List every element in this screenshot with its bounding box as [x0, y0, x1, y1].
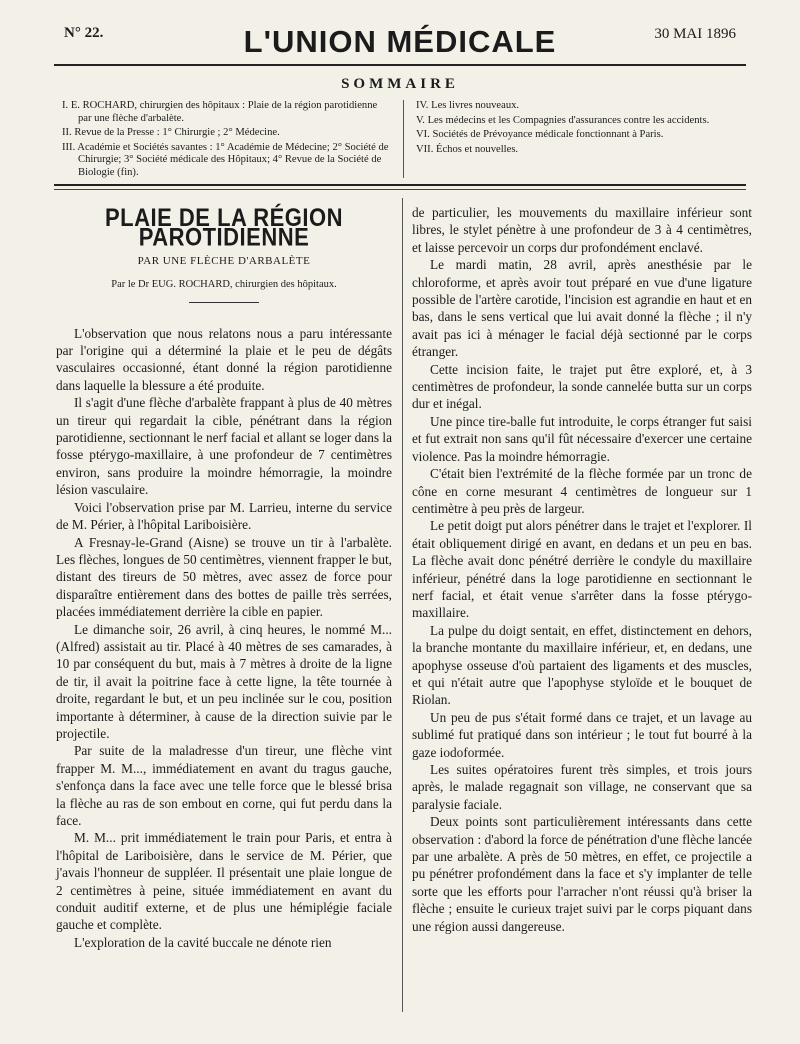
- article-title: PLAIE DE LA RÉGION PAROTIDIENNE: [105, 202, 343, 252]
- article-column-right: [412, 204, 752, 935]
- paragraph: L'observation que nous relatons nous a paru intéressante par l'origine qui a déterminé la plaie et le peu de dégâts vasculaires occasionné, étant donné la région parotidienne dans laquelle la blessure a été produite.: [56, 325, 392, 393]
- sommaire-item: VI. Sociétés de Prévoyance médicale fonctionnant à Paris.: [416, 129, 664, 140]
- paragraph: Une pince tire-balle fut introduite, le corps étranger fut saisi et fut extrait non sans qu'il fût nécessaire d'exercer une certaine violence. Pas la moindre hémorragie.: [412, 413, 752, 464]
- paragraph: Deux points sont particulièrement intéressants dans cette observation : d'abord la force de pénétration d'une flèche lancée par une arbalète. A près de 50 mètres, en effet, ce projectile a pu pénétrer profondément dans la face et s'y implanter de telle sorte que les efforts pour l'arracher n'ont réussi qu'à briser la flèche ; ensuite le curieux trajet suivi par le corps piquant dans une région aussi dangereuse.: [412, 814, 752, 934]
- sommaire-divider: [403, 100, 404, 178]
- paragraph: Cette incision faite, le trajet put être exploré, et, à 3 centimètres de profondeur, la sonde cannelée butta sur un corps dur et inégal.: [412, 361, 752, 412]
- paragraph: Un peu de pus s'était formé dans ce trajet, et un lavage au sublimé fut pratiqué dans son intérieur ; le tout fut bourré à la gaze iodoformée.: [412, 709, 752, 760]
- paragraph: Par suite de la maladresse d'un tireur, une flèche vint frapper M. M..., immédiatement en avant du tragus gauche, s'enfonça dans la face avec une telle force que le blessé brisa la flèche au ras de son embout en corne, qui fut perdu dans la face.: [56, 743, 392, 828]
- section-rule: [54, 189, 746, 190]
- paragraph: Le dimanche soir, 26 avril, à cinq heures, le nommé M... (Alfred) assistait au tir. Placé à 40 mètres de ses camarades, à 10 par conséquent du but, mais à 7 mètres à droite de la ligne de tir, il avait la poitrine face à cette ligne, la tête tournée à droite, regardant le but, et un peu inclinée sur le cou, position importante à déterminer, à cause de la direction suivie par le projectile.: [56, 621, 392, 741]
- paragraph: A Fresnay-le-Grand (Aisne) se trouve un tir à l'arbalète. Les flèches, longues de 50 centimètres, viennent frapper le but, distant des tireurs de 50 mètres, avec assez de force pour disparaître entièrement dans des bottes de paille très serrées, placées immédiatement derrière la cible en papier.: [56, 534, 392, 620]
- paragraph: La pulpe du doigt sentait, en effet, distinctement en dehors, la branche montante du maxillaire inférieur, et, en dedans, une apophyse osseuse d'où partaient des ligaments et des muscles, et qui n'était autre que l'apophyse styloïde et le bouquet de Riolan.: [412, 622, 752, 708]
- paragraph: Il s'agit d'une flèche d'arbalète frappant à plus de 40 mètres un tireur qui regardait la cible, pénétrant dans la région parotidienne, sectionnant le nerf facial et allant se loger dans la fosse ptérygo-maxillaire, à une profondeur de 7 centimètres environ, sans produire la moindre hémorragie, la moindre lésion vasculaire.: [56, 395, 392, 498]
- paragraph: M. M... prit immédiatement le train pour Paris, et entra à l'hôpital de Lariboisière, dans le service de M. Périer, que j'avais l'honneur de suppléer. Il présentait une plaie longue de 2 centimètres à peine, située immédiatement en avant du conduit auditif externe, et de plus une hémiplégie faciale gauche et complète.: [56, 830, 392, 933]
- article-column-left: [56, 200, 392, 951]
- sommaire-item: I. E. ROCHARD, chirurgien des hôpitaux : Plaie de la région parotidienne par une flèche d'arbalète.: [62, 100, 378, 124]
- masthead-rule: [54, 64, 746, 66]
- sommaire-item: V. Les médecins et les Compagnies d'assurances contre les accidents.: [416, 114, 710, 126]
- sommaire-right-list: [416, 100, 750, 158]
- sommaire-item: II. Revue de la Presse : 1° Chirurgie ; 2° Médecine.: [62, 127, 280, 138]
- paragraph: Les suites opératoires furent très simples, et trois jours après, le malade regagnait son village, ne conservant que sa paralysie faciale.: [412, 762, 752, 812]
- paragraph: de particulier, les mouvements du maxillaire inférieur sont libres, le stylet pénètre à une profondeur de 3 à 4 centimètres, et laisse percevoir un corps dur profondément enclavé.: [412, 205, 752, 255]
- section-rule: [54, 184, 746, 186]
- journal-title: L'UNION MÉDICALE: [243, 24, 557, 59]
- article-author: Par le Dr EUG. ROCHARD, chirurgien des hôpitaux.: [111, 279, 337, 291]
- issue-number: N° 22.: [64, 25, 104, 41]
- sommaire-title: SOMMAIRE: [341, 76, 459, 92]
- sommaire-left-list: [62, 100, 390, 181]
- issue-date: 30 MAI 1896: [654, 26, 736, 42]
- masthead: [52, 16, 748, 62]
- paragraph: L'exploration de la cavité buccale ne dénote rien: [74, 934, 332, 950]
- paragraph: Le petit doigt put alors pénétrer dans le trajet et l'explorer. Il était obliquement dirigé en avant, en dedans et un peu en bas. La flèche avait donc pénétré derrière le condyle du maxillaire inférieur, pénétré dans la loge parotidienne en sectionnant le nerf facial, et était venue s'arrêter dans la fosse ptérygo-maxillaire.: [412, 518, 752, 621]
- column-divider: [402, 198, 403, 1012]
- paragraph: Le mardi matin, 28 avril, après anesthésie par le chloroforme, et après avoir tout préparé en vue d'une ligature possible de l'artère carotide, l'incision est agrandie en haut et en bas, dans le sens vertical que lui avait donné la flèche ; il n'y avait pas ici à ménager le facial déjà sectionné par le corps étranger.: [412, 257, 752, 360]
- sommaire-item: III. Académie et Sociétés savantes : 1° Académie de Médecine; 2° Société de Chirurgie; 3° Société médicale des Hôpitaux; 4° Revue de la Société de Biologie (fin).: [62, 141, 389, 178]
- paragraph: C'était bien l'extrémité de la flèche formée par un tronc de cône en corne mesurant 4 centimètres de longueur sur 1 centimètre à peu près de largeur.: [412, 466, 752, 516]
- paragraph: Voici l'observation prise par M. Larrieu, interne du service de M. Périer, à l'hôpital Lariboisière.: [56, 499, 392, 533]
- sommaire-item: IV. Les livres nouveaux.: [416, 100, 520, 111]
- sommaire-item: VII. Échos et nouvelles.: [416, 143, 519, 155]
- article-subtitle: PAR UNE FLÈCHE D'ARBALÈTE: [137, 254, 311, 267]
- title-rule: [189, 302, 259, 303]
